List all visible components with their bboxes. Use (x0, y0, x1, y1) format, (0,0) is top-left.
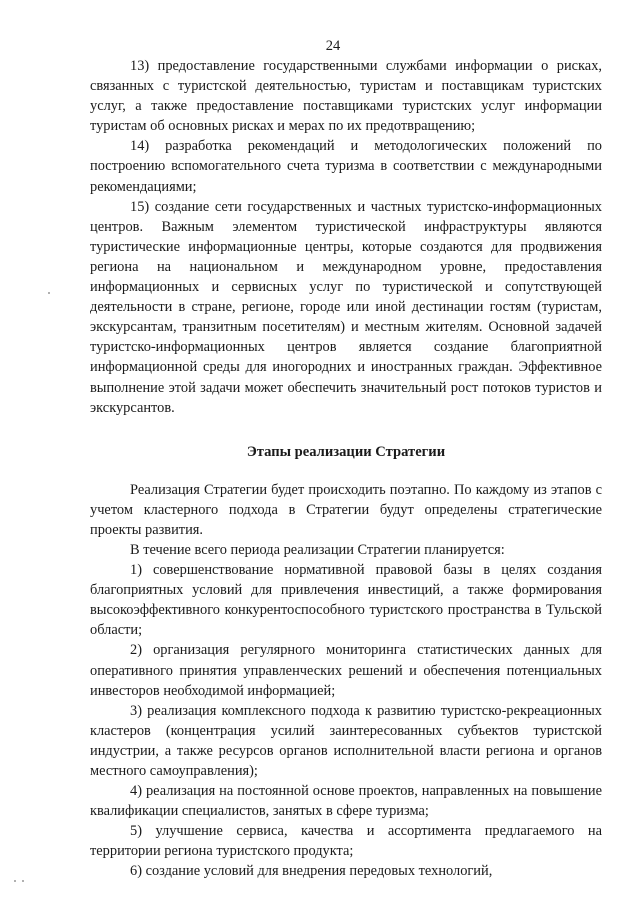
page-number: 24 (325, 38, 341, 54)
page-content (90, 56, 602, 882)
scan-speck (48, 292, 50, 294)
scan-speck (22, 880, 24, 882)
plan-item-5: 5) улучшение сервиса, качества и ассортимента предлагаемого на территории региона туристского продукта; (90, 823, 602, 860)
plan-item-1: 1) совершенствование нормативной правовой базы в целях создания благоприятных условий для привлечения инвестиций, а также формирования высокоэффективного конкурентоспособного туристского пространства в Тульской области; (90, 562, 602, 639)
list-item-14: 14) разработка рекомендаций и методологических положений по построению вспомогательного счета туризма в соответствии с международными рекомендациями; (90, 138, 602, 195)
scan-speck (14, 880, 16, 882)
section-heading: Этапы реализации Стратегии (246, 443, 446, 460)
plan-item-2: 2) организация регулярного мониторинга статистических данных для оперативного принятия управленческих решений и обеспечения потенциальных инвесторов необходимой информацией; (90, 642, 602, 699)
plan-item-3: 3) реализация комплексного подхода к развитию туристско-рекреационных кластеров (концентрация усилий заинтересованных субъектов туристской индустрии, а также ресурсов органов исполнительной власти региона и органов местного самоуправления); (90, 702, 602, 779)
plan-item-4: 4) реализация на постоянной основе проектов, направленных на повышение квалификации специалистов, занятых в сфере туризма; (90, 783, 602, 820)
list-item-15: 15) создание сети государственных и частных туристско-информационных центров. Важным элементом туристической инфраструктуры являются туристические информационные центры, которые создаются для продвижения региона на национальном и международном уровне, предоставления информационных и сервисных услуг по туристической и сопутствующей деятельности в стране, регионе, городе или иной дестинации гостям (туристам, экскурсантам, транзитным посетителям) и местным жителям. Основной задачей туристско-информационных центров является создание благоприятной информационной среды для иногородних и иностранных граждан. Эффективное выполнение этой задачи может обеспечить значительный рост потоков туристов и экскурсантов. (90, 198, 602, 416)
plan-item-6: 6) создание условий для внедрения передовых технологий, (130, 863, 493, 880)
intro-paragraph: Реализация Стратегии будет происходить поэтапно. По каждому из этапов с учетом кластерного подхода в Стратегии будут определены стратегические проекты развития. (90, 481, 602, 538)
list-item-13: 13) предоставление государственными службами информации о рисках, связанных с туристской деятельностью, туристам и поставщикам туристских услуг, а также предоставление поставщиками туристских услуг информации туристам об основных рисках и мерах по их предотвращению; (90, 58, 602, 135)
plan-lead-paragraph: В течение всего периода реализации Стратегии планируется: (130, 541, 505, 558)
